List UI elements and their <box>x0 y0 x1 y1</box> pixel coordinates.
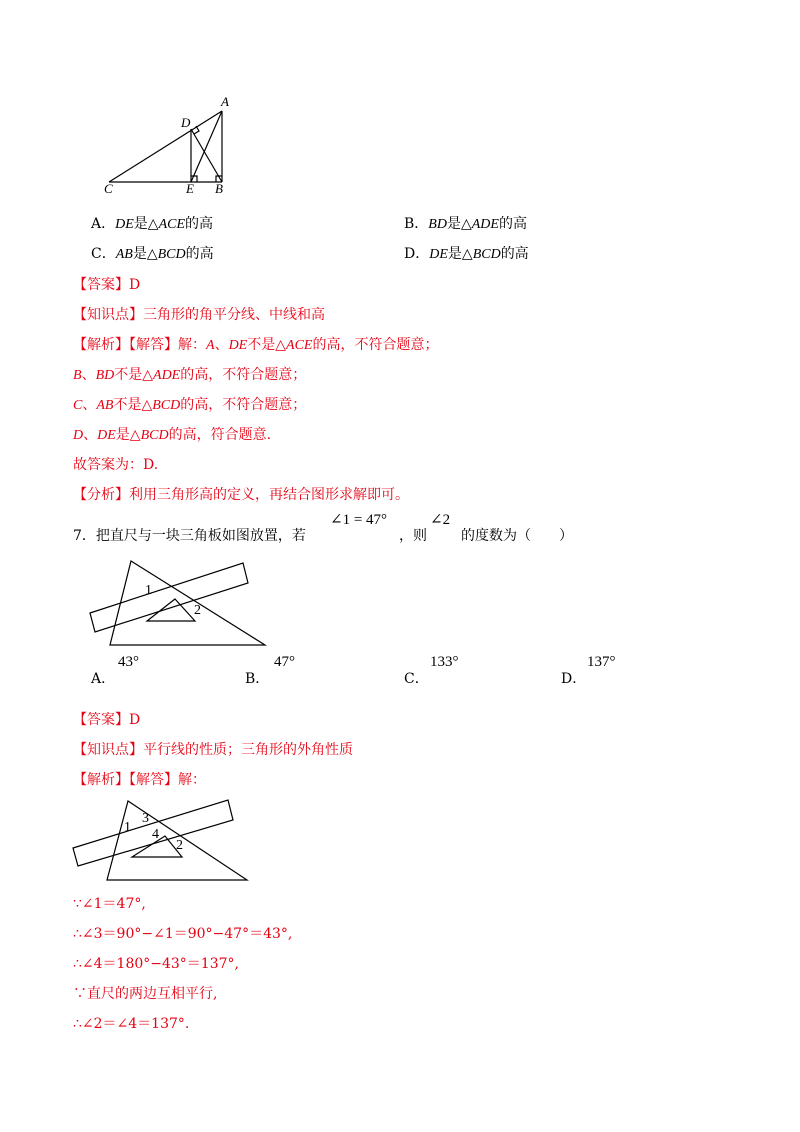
q7-option-a-letter[interactable]: A． <box>91 671 116 687</box>
q7-analysis-tag: 【解析】【解答】解： <box>73 772 206 788</box>
q7-stem-suffix: 的度数为（ ） <box>461 528 573 544</box>
segment-ea <box>191 111 222 182</box>
q6-option-b[interactable]: B．BD是△ADE的高 <box>404 216 527 232</box>
angle-label-1: 1 <box>124 820 131 835</box>
angle-label-3: 3 <box>142 811 149 826</box>
q7-condition-angle1: ∠1 = 47° <box>330 512 388 528</box>
q7-condition-angle2: ∠2 <box>430 512 451 528</box>
angle-label-1: 1 <box>145 583 152 598</box>
q7-option-a-value: 43° <box>118 654 139 670</box>
q7-solution-figure <box>70 795 255 885</box>
angle-label-4: 4 <box>152 827 159 842</box>
q7-option-b-value: 47° <box>274 654 295 670</box>
q7-option-b-letter[interactable]: B． <box>245 671 270 687</box>
angle-label-2: 2 <box>176 838 183 853</box>
label-b: B <box>215 181 223 196</box>
q7-figure <box>85 555 275 650</box>
q6-analysis-line-1: 【解析】【解答】解：A、DE不是△ACE的高，不符合题意； <box>73 337 439 353</box>
label-c: C <box>104 181 113 196</box>
q7-step-3: ∴∠4＝180°−43°＝137°, <box>73 956 239 972</box>
q7-knowledge: 【知识点】平行线的性质；三角形的外角性质 <box>73 742 353 758</box>
q7-step-4: ∵直尺的两边互相平行, <box>73 986 218 1002</box>
q7-stem-mid: ，则 <box>399 528 427 544</box>
right-angle-mark-d <box>194 126 199 134</box>
q6-answer: 【答案】D <box>73 277 141 293</box>
q7-option-c-value: 133° <box>430 654 459 670</box>
q6-option-a[interactable]: A．DE是△ACE的高 <box>91 216 214 232</box>
label-d: D <box>181 115 191 130</box>
label-a: A <box>221 94 229 109</box>
q7-step-5: ∴∠2＝∠4＝137°. <box>73 1016 190 1032</box>
label-e: E <box>186 181 194 196</box>
q6-analysis-line-3: C、AB不是△BCD的高，不符合题意； <box>73 397 307 413</box>
q7-option-c-letter[interactable]: C． <box>404 671 429 687</box>
segment-db <box>191 129 222 182</box>
q6-figure <box>95 92 245 197</box>
q7-step-1: ∵∠1＝47°, <box>73 896 146 912</box>
q6-fenxi: 【分析】利用三角形高的定义，再结合图形求解即可。 <box>73 487 409 503</box>
q6-option-d[interactable]: D．DE是△BCD的高 <box>404 246 529 262</box>
angle-label-2: 2 <box>194 603 201 618</box>
q6-analysis-line-2: B、BD不是△ADE的高，不符合题意； <box>73 367 307 383</box>
q7-stem-prefix: 7．把直尺与一块三角板如图放置，若 <box>73 528 306 544</box>
segment-ca <box>109 111 222 182</box>
q7-answer: 【答案】D <box>73 712 141 728</box>
q6-knowledge: 【知识点】三角形的角平分线、中线和高 <box>73 307 325 323</box>
q6-option-c[interactable]: C．AB是△BCD的高 <box>91 246 214 262</box>
q6-conclusion: 故答案为：D. <box>73 457 159 473</box>
q7-step-2: ∴∠3＝90°−∠1＝90°−47°＝43°, <box>73 926 293 942</box>
ruler <box>90 563 248 632</box>
q7-option-d-letter[interactable]: D． <box>561 671 587 687</box>
q6-analysis-line-4: D、DE是△BCD的高，符合题意. <box>73 427 272 443</box>
q7-option-d-value: 137° <box>587 654 616 670</box>
